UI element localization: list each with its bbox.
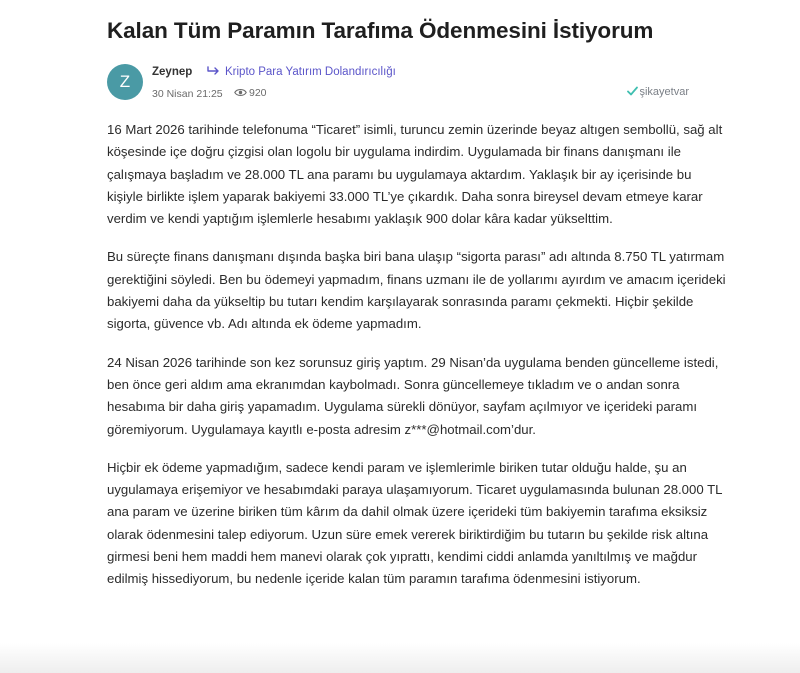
complaint-body (107, 119, 727, 607)
author-name[interactable]: Zeynep (152, 66, 193, 78)
complaint-paragraph: Bu süreçte finans danışmanı dışında başka biri bana ulaşıp “sigorta parası” adı altında 8.750 TL yatırmam gerektiğini söyledi. Ben bu ödemeyi yapmadım, finans uzmanı ile de yollarımı ayırdım ve amacım içerideki bakiyemi daha da yükseltip bu tutarı kendim karşılayarak sonrasında paramı çekmekti. Hiçbir şekilde sigorta, güvence vb. Adı altında ek ödeme yapmadım. (107, 249, 726, 332)
eye-icon (234, 88, 247, 97)
complaint-paragraph: 24 Nisan 2026 tarihinde son kez sorunsuz giriş yaptım. 29 Nisan’da uygulama benden güncelleme istedi, ben önce geri aldım ama ekranımdan kaybolmadı. Sonra güncellemeye tıkladım ve o andan sonra hesabıma bir daha giriş yapamadım. Uygulama sürekli dönüyor, sayfam açılmıyor ve içerideki paramı göremiyorum. Uygulamaya kayıtlı e-posta adresim z***@hotmail.com’dur. (107, 354, 719, 437)
view-count-value: 920 (249, 87, 267, 99)
view-count (234, 87, 267, 99)
brand-check-icon (627, 86, 638, 97)
complaint-paragraph: Hiçbir ek ödeme yapmadığım, sadece kendi param ve işlemlerimle biriken tutar olduğu halde, şu an uygulamaya erişemiyor ve hesabımdaki paraya ulaşamıyorum. Ticaret uygulamasında bulunan 28.000 TL ana param ve üzerine biriken tüm kârım da dahil olmak üzere içerideki tüm bakiyemin tarafıma eksiksiz olarak ödenmesini talep ediyorum. Uzun süre emek vererek biriktirdiğim bu tutarın bu şekilde risk altına girmesi beni hem maddi hem manevi olarak çok yıprattı, kendimi ciddi anlamda yanıltılmış ve mağdur edilmiş hissediyorum, bu nedenle içeride kalan tüm paramın tarafıma ödenmesini istiyorum. (107, 459, 723, 587)
bottom-fade (0, 643, 800, 673)
category-label[interactable]: Kripto Para Yatırım Dolandırıcılığı (225, 66, 396, 78)
category-link[interactable] (207, 66, 396, 78)
brand-logo[interactable] (627, 86, 689, 98)
complaint-date: 30 Nisan 21:25 (152, 88, 223, 100)
redirect-arrow-icon (207, 66, 220, 76)
complaint-paragraph: 16 Mart 2026 tarihinde telefonuma “Ticaret” isimli, turuncu zemin üzerinde beyaz altıgen sembollü, sağ alt köşesinde içe doğru çizgisi olan logolu bir uygulama indirdim. Uygulamada bir finans danışmanı ile çalışmaya başladım ve 28.000 TL ana paramı bu uygulamaya aktardım. Yaklaşık bir ay içerisinde bu kişiyle birlikte işlem yaparak bakiyemi 33.000 TL’ye çıkardık. Daha sonra bireysel devam etmeye karar verdim ve kendi yaptığım işlemlerle hesabımı yaklaşık 900 dolar kâra kadar yükselttim. (107, 122, 723, 227)
complaint-meta (107, 62, 689, 102)
complaint-title: Kalan Tüm Paramın Tarafıma Ödenmesini İstiyorum (107, 18, 654, 43)
avatar[interactable]: Z (107, 64, 143, 100)
brand-name: şikayetvar (639, 86, 689, 98)
